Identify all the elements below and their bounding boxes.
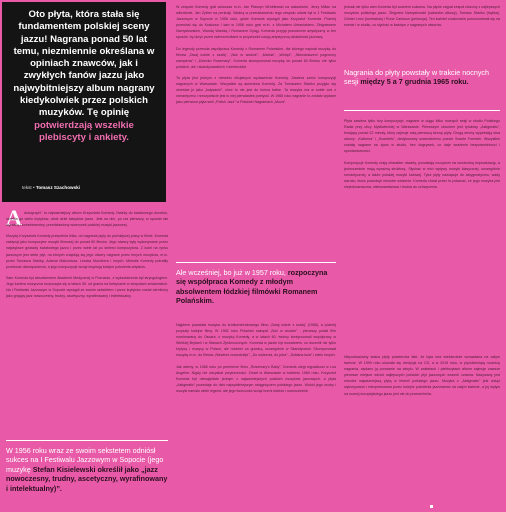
pull-quote-2 bbox=[176, 268, 336, 306]
pull-quote-2-lead: Ale wcześniej, bo już w 1957 roku, bbox=[176, 268, 286, 277]
column-3-bottom bbox=[344, 354, 500, 402]
paragraph: Niepodważalny status płyty potwierdza fakt, że była ona wielokrotnie wznawiana na całym świecie. W 1999 roku ukazała się reedycja na CD, a w 2015 roku, w pięćdziesiątą rocznicę nagrania, wydano ją ponownie na winylu. W ankietach i plebiscytach album zajmuje zawsze pierwsze miejsce wśród najlepszych polskich płyt jazzowych wszech czasów. Nazywany jest również najważniejszą płytą w historii polskiego jazzu. Muzyka z „Astigmatic” jest wciąż wykonywana i interpretowana przez kolejne pokolenia jazzmanów na całym świecie, a jej wpływ na rozwój europejskiego jazzu jest nie do przecenienia. bbox=[344, 355, 500, 396]
pull-quote-3-bold: między 5 a 7 grudnia 1965 roku. bbox=[360, 77, 469, 87]
paragraph: Muzykę Krzysztofa Komedy przepełnia lirika, od nagrania płyty do późniejszej pracy w filmie. Komeda zasłynął jako kompozytor muzyki filmowej do ponad 60 filmów. Jego utwory były wykonywane przez największe gwiazdy światowego jazzu i przez wiele lat po śmierci kompozytora. Z kolei na rynku jazzowym jest wiele płyt, na których znajdują się jego utwory nagrane przez innych muzyków, m.in. przez Tomasza Stańkę, Adama Makowicza, Leszka Możdżera i innych. Melodie Komedy potrafiły przetrwać dziesięciolecia, a jego kompozycje wciąż inspirują kolejne pokolenia artystów. bbox=[6, 234, 168, 269]
column-3-top bbox=[344, 4, 500, 33]
column-1-body bbox=[6, 205, 169, 304]
lead-box bbox=[2, 2, 166, 202]
lead-part3: potwierdzają wszelkie plebiscyty i ankiety. bbox=[34, 119, 134, 143]
paragraph: Autograph”. to najważniejszy album Krzysztofa Komedy. Należy do światowego dorobku, określa go wielu krytyków, obok dzieł klasyków jazzu. Jest na nim, po raz pierwszy, w sposób tak wyraźny i konsekwentny, przedstawiony wizerunek polskiej muzyki jazzowej. bbox=[6, 211, 168, 228]
pull-quote-3 bbox=[344, 68, 500, 87]
paragraph: jednak nie tylko sam Komeda był autorem sukcesu. Na płycie zagrał zespół złożony z najlepszych muzyków polskiego jazzu: Zbigniew Namysłowski (saksofon altowy), Tomasz Stańko (trąbka), Günter Lenz (kontrabas) i Rune Carlsson (perkusja). Ten kwintet znakomicie porozumiewał się na scenie i w studiu, co słychać w każdym z nagranych utworów. bbox=[344, 5, 500, 28]
paragraph: Kompozycje Komedy mają charakter otwarty, pozwalają muzykom na swobodną improwizację, a jednocześnie mają wyraźną strukturę. Słychać w nich wpływy muzyki klasycznej, szczególnie romantycznej, a także polskiej muzyki ludowej. Tytuł płyty nawiązuje do astygmatyzmu, wady wzroku, która powoduje nieostre widzenie. Komeda chciał przez to pokazać, że jego muzyka jest niejednoznaczna, wielowarstwowa i trudna do uchwycenia. bbox=[344, 160, 500, 189]
paragraph: Ta płyta jest jednym z niewielu oficjalnych wydawnictw Komedy. Zawiera sześć kompozycji nagranych w Warszawie. Wszystkie są autorstwa Komedy. Za Tomaszem Stańko przyjęło się określać je jako „kołysanki”, choć to nie jest do końca trafne. Ta muzyka ma w sobie coś z romantyzmu i rzeczywiście jest w niej pierwiastek poetycki. W 1965 roku nagranie to zostało wydane jako pierwsza płyta serii „Polish Jazz” w Polskich Nagraniach „Muza”. bbox=[176, 75, 336, 105]
lead-part1: Oto płyta, która stała się fundamentem polskiej sceny jazzu! Nagrana ponad 50 lat temu, niezmiennie określana w opiniach znawców, jak i zwykłych fanów jazzu jako najwybitniejszy album nagrany kiedykolwiek przez polskich muzyków. bbox=[13, 9, 155, 119]
column-3-mid bbox=[344, 118, 500, 195]
author-line bbox=[22, 185, 80, 190]
lead-part2: Tę opinię bbox=[87, 107, 130, 119]
column-2-top bbox=[176, 4, 336, 110]
pull-quote-1 bbox=[6, 446, 168, 493]
lead-text bbox=[10, 9, 158, 144]
author-prefix: tekst • bbox=[22, 185, 35, 190]
divider bbox=[344, 110, 500, 111]
drop-cap: A bbox=[6, 205, 22, 230]
pull-quote-2-bold: rozpoczyna się współpraca Komedy z młodym absolwentem łódzkiej filmówki Romanem Polańskim. bbox=[176, 268, 328, 306]
author-name: Tomasz Szachowski bbox=[35, 185, 80, 190]
paragraph: Do legendy przeszła współpraca Komedy z Romanem Polańskim, dla którego napisał muzykę do filmów „Dwaj ludzie z szafą”, „Nóż w wodzie”, „Matnia”, „Wstręt”, „Nieustraszeni pogromcy wampirów” i „Dziecko Rosemary”. Komeda skomponował muzykę do ponad 60 filmów, nie tylko polskich, ale i skandynawskich i niemieckich. bbox=[176, 46, 336, 69]
column-2-bottom bbox=[176, 322, 336, 399]
pull-quote-1-lead: W 1956 roku wraz ze swoim sekstetem odniósł sukces na I Festiwalu Jazzowym w Sopocie (jego muzykę bbox=[6, 446, 164, 474]
paragraph: Jak wiemy, w 1968 roku po premierze filmu „Rosemary's Baby”, Komeda uległ wypadkowi w Los Angeles. Nigdy nie odzyskał przytomności. Zmarł w Warszawie w kwietniu 1969 roku. Krzysztof Komeda był niewątpliwie jednym z najważniejszych polskich muzyków jazzowych, a płyta „Astigmatic” pozostaje do dziś najwybitniejszym osiągnięciem polskiego jazzu. Wokół jego osoby i muzyki narosło wiele legend, ale jego twórczość wciąż brzmi świeżo i nowocześnie. bbox=[176, 364, 336, 393]
divider bbox=[176, 262, 336, 263]
divider bbox=[6, 440, 168, 441]
pull-quote-1-bold: Stefan Kisielewski określił jako „jazz nowoczesny, trudny, ascetyczny, wyrafinowany i intelektualny)”. bbox=[6, 464, 168, 493]
paragraph: Najpierw powstała muzyka do krótkometrażowego filmu „Dwaj ludzie z szafą” (1958), a później przyszły kolejne filmy. W 1962 roku Polański nakręcił „Nóż w wodzie” - pierwszy polski film nominowany do Oscara, z muzyką Komedy, a w latach 60. twórcy kontynuowali współpracę w Wielkiej Brytanii i w Stanach Zjednoczonych. Komeda w jazzie był nowatorem, co docenili nie tylko krytycy i muzycy w Polsce, ale również za granicą, szczególnie w Skandynawii. Skomponował muzykę m.in. do filmów „Niewinni czarodzieje”, „Do widzenia, do jutra”, „Szklana kula” i wielu innych. bbox=[176, 323, 336, 358]
paragraph: Płyta zawiera tylko trzy kompozycje, nagrane w ciągu kilku nocnych sesji w studiu Polskiego Radia przy ulicy Myśliwieckiej w Warszawie. Pierwszym utworem jest tytułowy „Astigmatic”, trwający ponad 22 minuty, który zajmuje całą pierwszą stronę płyty. Drugą stronę wypełniają dwa utwory: „Kattorna” i „Svantetic”, dedykowany szwedzkiemu poecie Svante Foerster. Wszystkie zostały nagrane na żywo w studiu, bez dogrywek, co daje wrażenie bezpośredniości i spontaniczności. bbox=[344, 119, 500, 154]
pull-quote-3-lead: Nagrania do płyty powstały w trakcie nocnych sesji bbox=[344, 68, 490, 87]
end-mark bbox=[430, 505, 433, 508]
paragraph: Sam Komeda był absolwentem Akademii Medycznej w Poznaniu, z wykształcenia był laryngologiem. Jego kariera muzyczna rozpoczęła się w latach 50. od grania na fortepianie w zespołach amatorskich. Na I Festiwalu Jazzowym w Sopocie wystąpił ze swoim sekstetem i przez krytyków został określony jako grający jazz nowoczesny, trudny, ascetyczny, wyrafinowany i intelektualny. bbox=[6, 275, 169, 299]
paragraph: W zespole Komedy grał wówczas m.in. Jan Ptaszyn Wróblewski na saksofonie, Jerzy Milian na wibrafonie, Jan Zylber na perkusji. Ważną w przedstawieniu tego zespołu udział był w 1 Festiwalu Jazzowym w Sopocie w 1956 roku, gdzie Komeda wystąpił jako Krzysztof Komeda. Później przeniósł się do Krakowa i tam w 1958 roku grał m.in. z Michałem Urbaniakiem, Zbigniewem Namysłowskim, Wandą Warską i Romanem Dyląg. Komeda przyjął pseudonim artystyczny w ten sposób, by ukryć przed zwierzchnikami w przychodni swoją artystyczną działalność jazzową. bbox=[176, 5, 336, 40]
